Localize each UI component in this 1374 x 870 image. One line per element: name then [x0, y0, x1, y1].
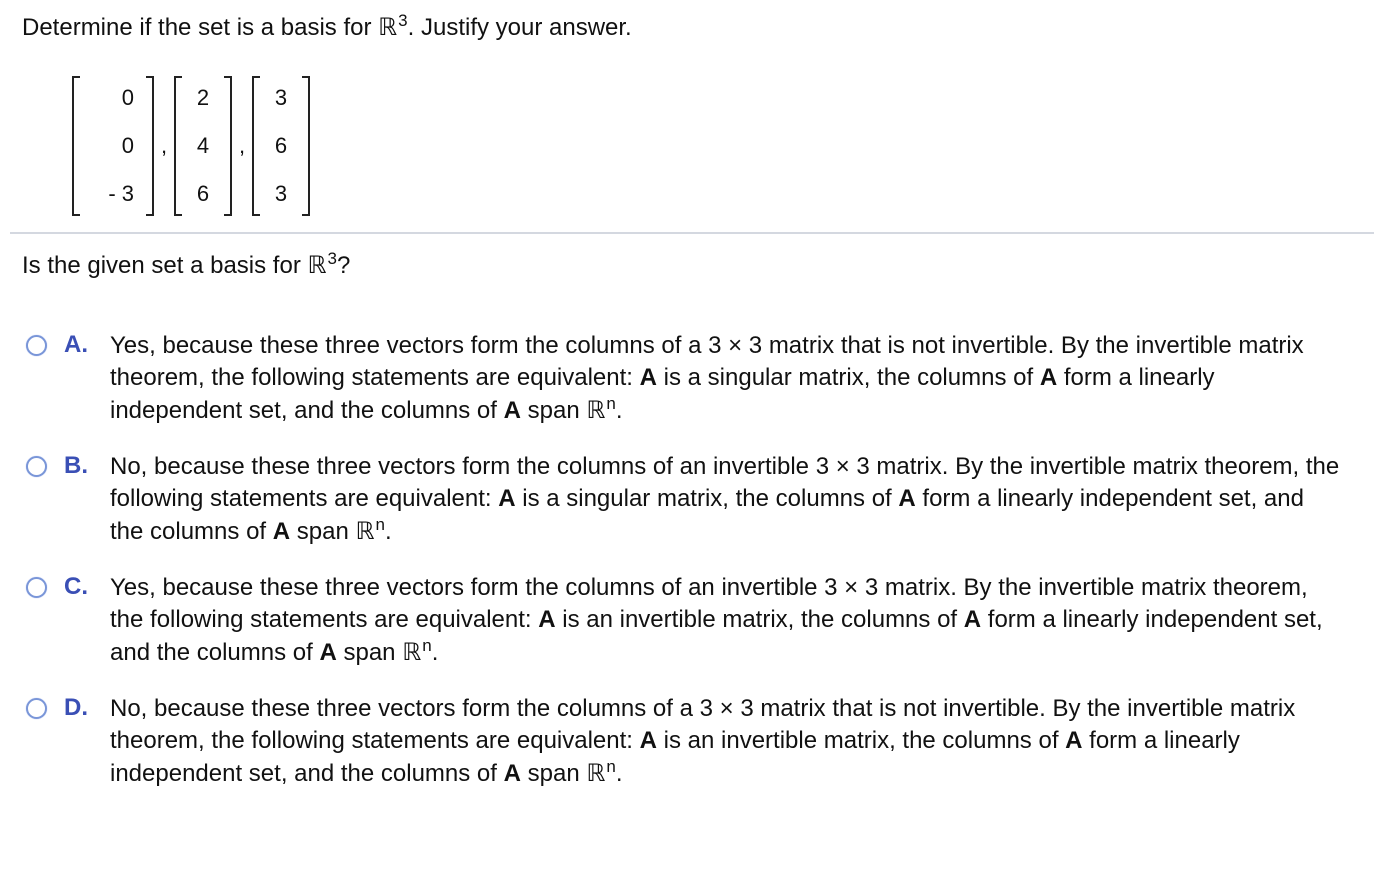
option-text-part: is a singular matrix, the columns of [515, 485, 899, 512]
right-bracket [146, 76, 154, 216]
matrix-symbol: A [272, 518, 291, 545]
option-text-part: form a linearly independent set, and the columns of [110, 606, 1323, 666]
option-text-part: is an invertible matrix, the columns of [555, 606, 964, 633]
vector-entry: 6 [196, 181, 210, 206]
space-exponent: n [606, 757, 616, 776]
option-text-part: form a linearly independent set, and the columns of [110, 727, 1240, 787]
matrix-symbol: A [538, 606, 556, 633]
option-c[interactable] [26, 572, 1366, 669]
option-text-part: . [431, 639, 439, 666]
right-bracket [302, 76, 310, 216]
vector-1 [72, 76, 154, 216]
option-letter: C. [64, 573, 88, 600]
option-text-part: . [615, 760, 623, 787]
subquestion-prefix: Is the given set a basis for [22, 252, 308, 279]
vector-set [72, 76, 310, 216]
matrix-symbol: A [639, 364, 657, 391]
option-text-part: span [520, 760, 587, 787]
matrix-symbol: A [639, 727, 657, 754]
vector-entry: 4 [196, 133, 210, 158]
real-space-symbol: ℝ [307, 251, 327, 279]
option-text-part: is an invertible matrix, the columns of [656, 727, 1066, 754]
question-suffix: . Justify your answer. [407, 14, 632, 41]
option-text[interactable] [110, 572, 1340, 669]
space-exponent: 3 [398, 11, 408, 30]
option-text[interactable] [110, 451, 1340, 548]
vector-separator: , [238, 133, 246, 158]
option-text-part: span [290, 518, 356, 545]
vector-entry: 0 [121, 133, 134, 158]
space-exponent: n [375, 515, 385, 534]
question-prompt [22, 12, 632, 43]
matrix-symbol: A [319, 639, 337, 666]
space-exponent: n [606, 394, 616, 413]
real-space-symbol: ℝ [378, 13, 398, 41]
left-bracket [174, 76, 182, 216]
left-bracket [72, 76, 80, 216]
vector-3 [252, 76, 310, 216]
option-text-part: Yes, because these three vectors form the columns of an invertible 3 × 3 matrix. By the invertible matrix theorem, the following statements are equivalent: [110, 574, 1308, 633]
vector-entry: 2 [196, 85, 210, 110]
option-text-part: No, because these three vectors form the columns of a 3 × 3 matrix that is not invertible. By the invertible matrix theorem, the following statements are equivalent: [110, 695, 1296, 754]
vector-entry: 0 [121, 85, 134, 110]
option-text-part: span [520, 397, 587, 424]
matrix-symbol: A [1065, 727, 1083, 754]
vector-entry: 3 [274, 85, 288, 110]
radio-button-icon[interactable] [26, 335, 47, 356]
subquestion-prompt [22, 250, 350, 281]
matrix-symbol: A [963, 606, 982, 633]
subquestion-suffix: ? [336, 252, 351, 279]
option-text-part: span [336, 639, 403, 666]
option-letter: D. [64, 694, 88, 721]
matrix-symbol: A [503, 397, 521, 424]
matrix-symbol: A [503, 760, 521, 787]
option-text-part: No, because these three vectors form the columns of an invertible 3 × 3 matrix. By the invertible matrix theorem, the following statements are equivalent: [110, 453, 1340, 512]
real-space-symbol: ℝ [586, 759, 606, 787]
vector-2 [174, 76, 232, 216]
option-b[interactable] [26, 451, 1366, 548]
matrix-symbol: A [898, 485, 916, 512]
option-text-part: is a singular matrix, the columns of [656, 364, 1040, 391]
right-bracket [224, 76, 232, 216]
real-space-symbol: ℝ [355, 517, 375, 545]
option-letter: A. [64, 331, 88, 358]
option-text[interactable] [110, 693, 1340, 790]
option-a[interactable] [26, 330, 1366, 427]
real-space-symbol: ℝ [586, 396, 606, 424]
question-prefix: Determine if the set is a basis for [22, 14, 379, 41]
radio-button-icon[interactable] [26, 698, 47, 719]
matrix-symbol: A [1039, 364, 1058, 391]
option-letter: B. [64, 452, 88, 479]
space-exponent: 3 [327, 249, 337, 268]
section-divider [10, 232, 1374, 234]
space-exponent: n [422, 636, 432, 655]
option-d[interactable] [26, 693, 1366, 790]
vector-entry: 3 [274, 181, 288, 206]
vector-entry: - 3 [108, 181, 134, 206]
answer-options [26, 330, 1366, 814]
real-space-symbol: ℝ [402, 638, 422, 666]
option-text-part: . [615, 397, 623, 424]
option-text-part: . [384, 518, 392, 545]
option-text-part: form a linearly independent set, and the columns of [110, 364, 1215, 424]
vector-separator: , [160, 133, 168, 158]
radio-button-icon[interactable] [26, 456, 47, 477]
radio-button-icon[interactable] [26, 577, 47, 598]
option-text-part: form a linearly independent set, and the columns of [110, 485, 1304, 545]
option-text-part: Yes, because these three vectors form the columns of a 3 × 3 matrix that is not invertible. By the invertible matrix theorem, the following statements are equivalent: [110, 332, 1304, 391]
left-bracket [252, 76, 260, 216]
matrix-symbol: A [498, 485, 516, 512]
vector-entry: 6 [274, 133, 288, 158]
option-text[interactable] [110, 330, 1340, 427]
